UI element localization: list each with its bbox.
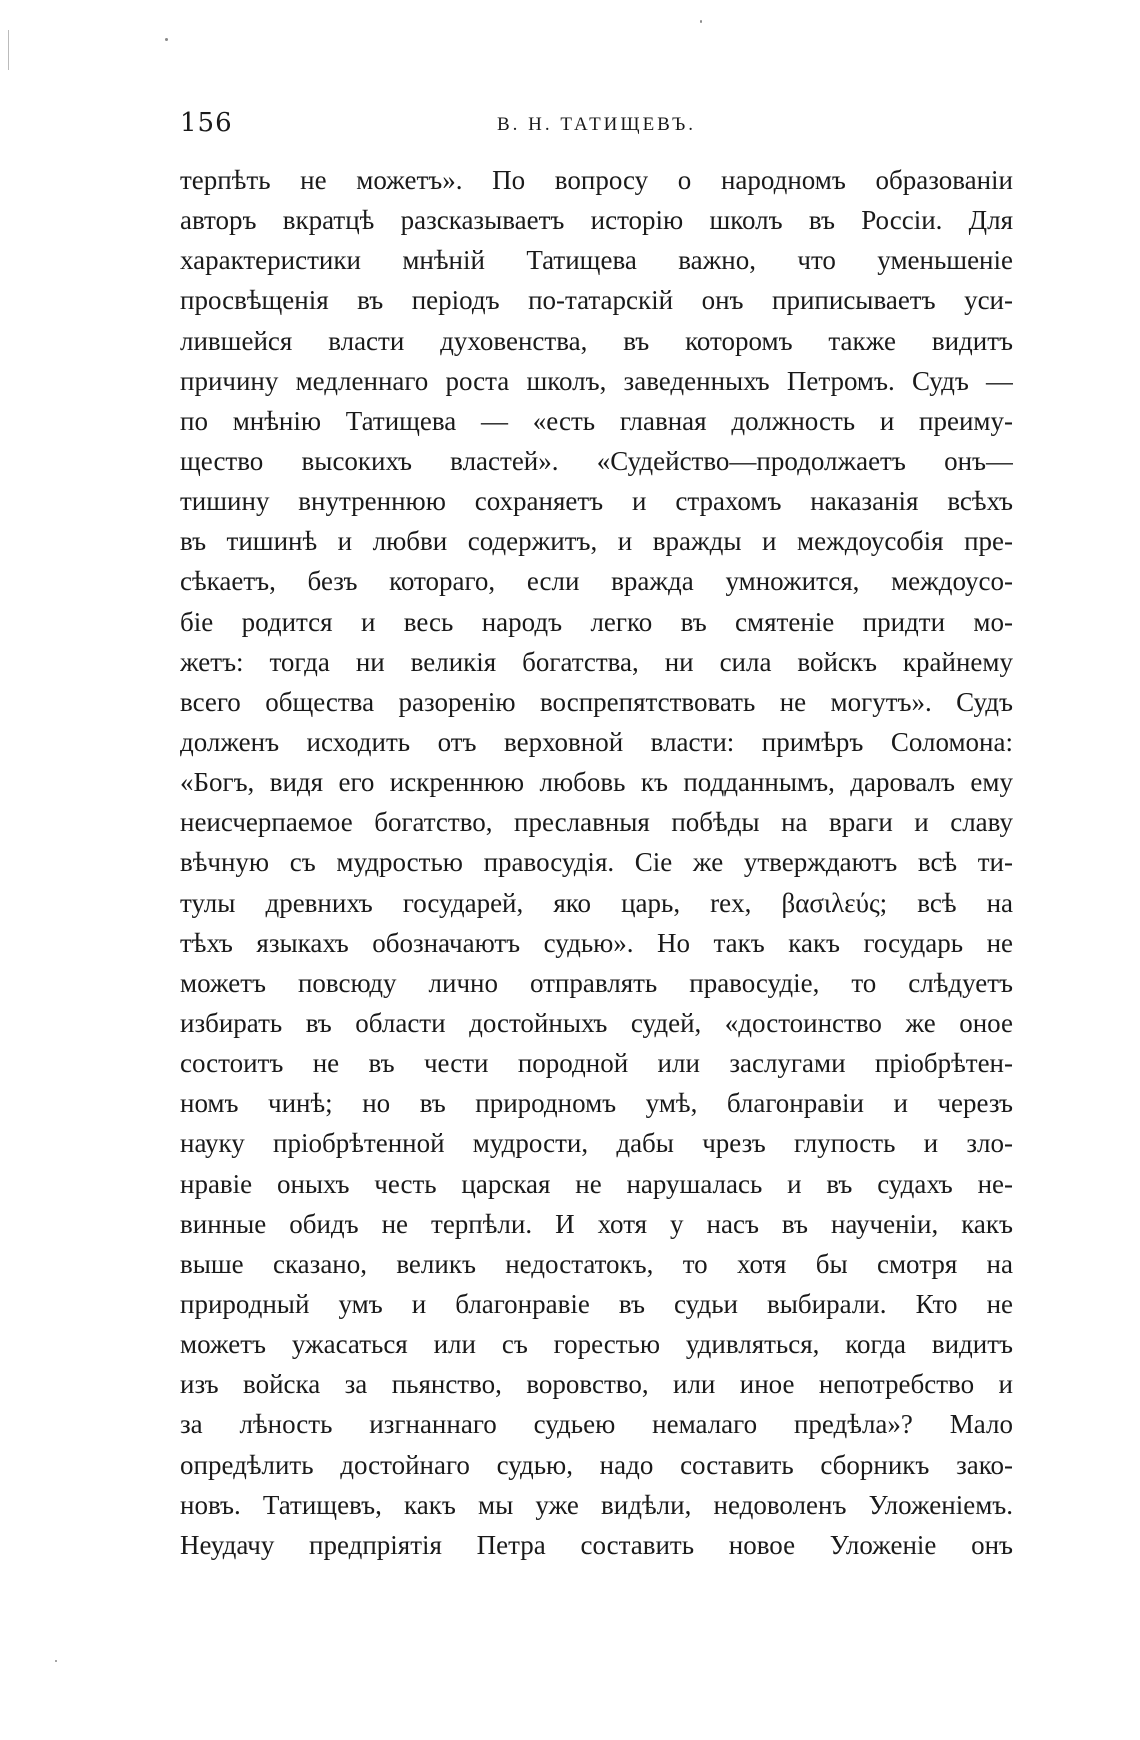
text-line: біе родится и весь народъ легко въ смятеніе придти мо- — [180, 606, 1013, 637]
text-line: причину медленнаго роста школъ, заведенныхъ Петромъ. Судъ — — [180, 365, 1013, 396]
text-line: Неудачу предпріятія Петра составить новое Уложеніе онъ — [180, 1529, 1013, 1560]
text-line: тѣхъ языкахъ обозначаютъ судью». Но такъ какъ государь не — [180, 927, 1013, 958]
text-line: «Богъ, видя его искреннюю любовь къ подданнымъ, даровалъ ему — [180, 767, 1013, 798]
text-line: номъ чинѣ; но въ природномъ умѣ, благонравіи и черезъ — [180, 1088, 1013, 1119]
text-line: лившейся власти духовенства, въ которомъ также видитъ — [180, 325, 1013, 356]
text-line: авторъ вкратцѣ разсказываетъ исторію школъ въ Россіи. Для — [180, 205, 1013, 236]
text-line: просвѣщенія въ періодъ по-татарскій онъ приписываетъ уси- — [180, 285, 1013, 316]
text-line: науку пріобрѣтенной мудрости, дабы чрезъ глупость и зло- — [180, 1128, 1013, 1159]
text-line: нравіе оныхъ честь царская не нарушалась и въ судахъ не- — [180, 1168, 1013, 1199]
scan-speck — [165, 38, 168, 41]
text-line: можетъ повсюду лично отправлять правосудіе, то слѣдуетъ — [180, 967, 1013, 998]
text-line: сѣкаетъ, безъ котораго, если вражда умножится, междоусо- — [180, 566, 1013, 597]
text-line: щество высокихъ властей». «Судейство—продолжаетъ онъ— — [180, 445, 1013, 476]
body-text — [180, 160, 1013, 1565]
scan-speck — [55, 1660, 57, 1662]
text-line: по мнѣнію Татищева — «есть главная должность и преиму- — [180, 405, 1013, 436]
text-line: терпѣть не можетъ». По вопросу о народномъ образованіи — [180, 165, 1013, 195]
text-line: неисчерпаемое богатство, преславныя побѣды на враги и славу — [180, 807, 1013, 838]
text-line: жетъ: тогда ни великія богатства, ни сила войскъ крайнему — [180, 646, 1013, 677]
page-number: 156 — [180, 108, 233, 138]
text-line: избирать въ области достойныхъ судей, «достоинство же оное — [180, 1007, 1013, 1038]
scan-speck — [700, 20, 702, 23]
text-line: состоитъ не въ чести породной или заслугами пріобрѣтен- — [180, 1048, 1013, 1079]
text-line: винные обидъ не терпѣли. И хотя у насъ въ наученіи, какъ — [180, 1208, 1013, 1239]
text-line: вѣчную съ мудростью правосудія. Сіе же утверждаютъ всѣ ти- — [180, 847, 1013, 878]
text-line: въ тишинѣ и любви содержитъ, и вражды и междоусобія пре- — [180, 526, 1013, 557]
text-line: за лѣность изгнаннаго судьею немалаго предѣла»? Мало — [180, 1409, 1013, 1440]
text-line: опредѣлить достойнаго судью, надо составить сборникъ зако- — [180, 1449, 1013, 1480]
page-header — [180, 108, 1013, 148]
margin-scan-mark — [8, 30, 9, 70]
text-line: всего общества разоренію воспрепятствовать не могутъ». Судъ — [180, 686, 1013, 717]
running-head: В. Н. ТАТИЩЕВЪ. — [496, 114, 697, 135]
text-line: можетъ ужасаться или съ горестью удивляться, когда видитъ — [180, 1329, 1013, 1360]
text-line: природный умъ и благонравіе въ судьи выбирали. Кто не — [180, 1288, 1013, 1319]
text-line: выше сказано, великъ недостатокъ, то хотя бы смотря на — [180, 1248, 1013, 1279]
text-line: характеристики мнѣній Татищева важно, что уменьшеніе — [180, 245, 1013, 276]
text-line: тишину внутреннюю сохраняетъ и страхомъ наказанія всѣхъ — [180, 486, 1013, 517]
text-line: новъ. Татищевъ, какъ мы уже видѣли, недоволенъ Уложеніемъ. — [180, 1489, 1013, 1520]
text-line: долженъ исходить отъ верховной власти: примѣръ Соломона: — [180, 726, 1013, 757]
text-line: тулы древнихъ государей, яко царь, rex, βασιλεύς; всѣ на — [180, 887, 1013, 918]
text-line: изъ войска за пьянство, воровство, или иное непотребство и — [180, 1369, 1013, 1400]
